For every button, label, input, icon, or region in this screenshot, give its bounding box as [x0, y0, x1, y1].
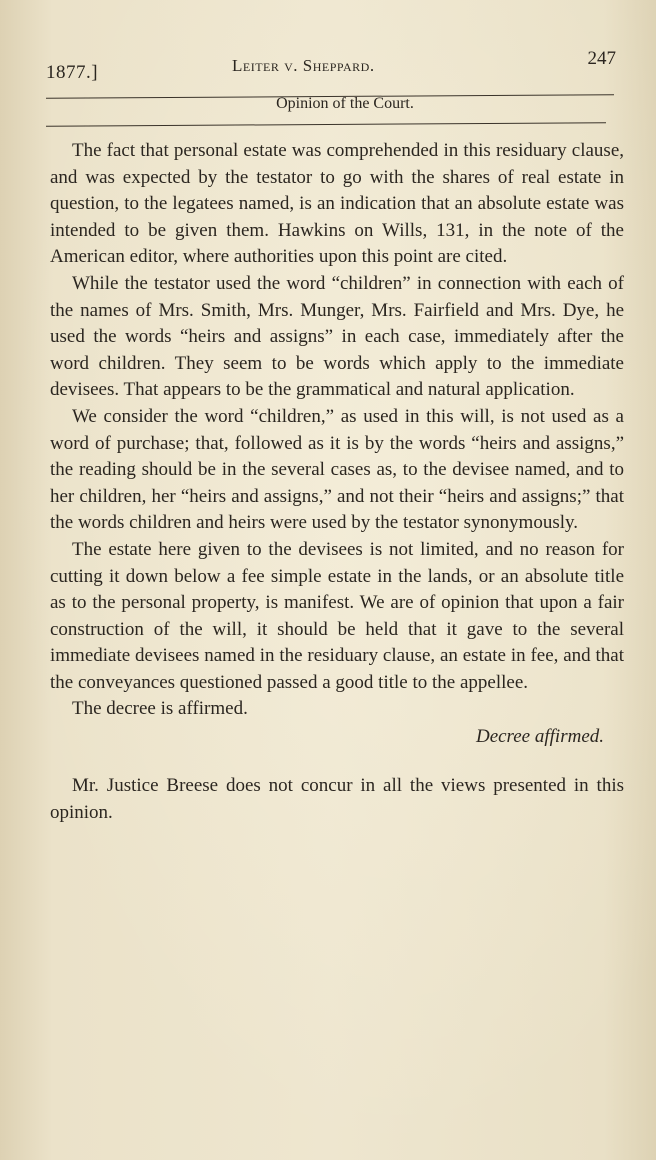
paragraph-concurrence: Mr. Justice Breese does not concur in all the views presented in this opinion.: [50, 775, 624, 823]
paragraph-word-children: We consider the word “children,” as used in this will, is not used as a word of purchase; that, followed as it is by the words “heirs and assigns,” the reading should be in the several cases as, to the devisee named, and to her children, her “heirs and assigns,” and not their “heirs and assigns;” that the words children and heirs were used by the testator synonymously.: [50, 405, 624, 534]
opinion-body: [50, 138, 624, 826]
section-subheading: Opinion of the Court.: [276, 95, 414, 112]
header-rule-bottom: [46, 122, 606, 126]
running-title: Leiter v. Sheppard.: [232, 56, 375, 75]
paragraph-personal-estate: The fact that personal estate was comprehended in this residuary clause, and was expected by the testator to go with the shares of real estate in question, to the legatees named, is an indication that an absolute estate was intended to be given them. Hawkins on Wills, 131, in the note of the American editor, where authorities upon this point are cited.: [50, 140, 624, 268]
paragraph-decree: The decree is affirmed.: [72, 698, 248, 720]
page-header: [46, 46, 620, 86]
decree-affirmed-line: Decree affirmed.: [475, 726, 604, 748]
paragraph-estate-not-limited: The estate here given to the devisees is not limited, and no reason for cutting it down below a fee simple estate in the lands, or an absolute title as to the personal property, is manifest. We are of opinion that upon a fair construction of the will, it should be held that it gave to the several immediate devisees named in the residuary clause, an estate in fee, and that the conveyances questioned passed a good title to the appellee.: [50, 538, 624, 693]
spacer: [50, 751, 624, 773]
year-label: 1877.]: [46, 62, 99, 83]
paragraph-children-heirs: While the testator used the word “children” in connection with each of the names of Mrs. Smith, Mrs. Munger, Mrs. Fairfield and Mrs. Dye, he used the words “heirs and assigns” in each case, immediately after the word children. They seem to be words which apply to the immediate devisees. That appears to be the grammatical and natural application.: [50, 272, 624, 401]
page-number: 247: [587, 48, 616, 69]
